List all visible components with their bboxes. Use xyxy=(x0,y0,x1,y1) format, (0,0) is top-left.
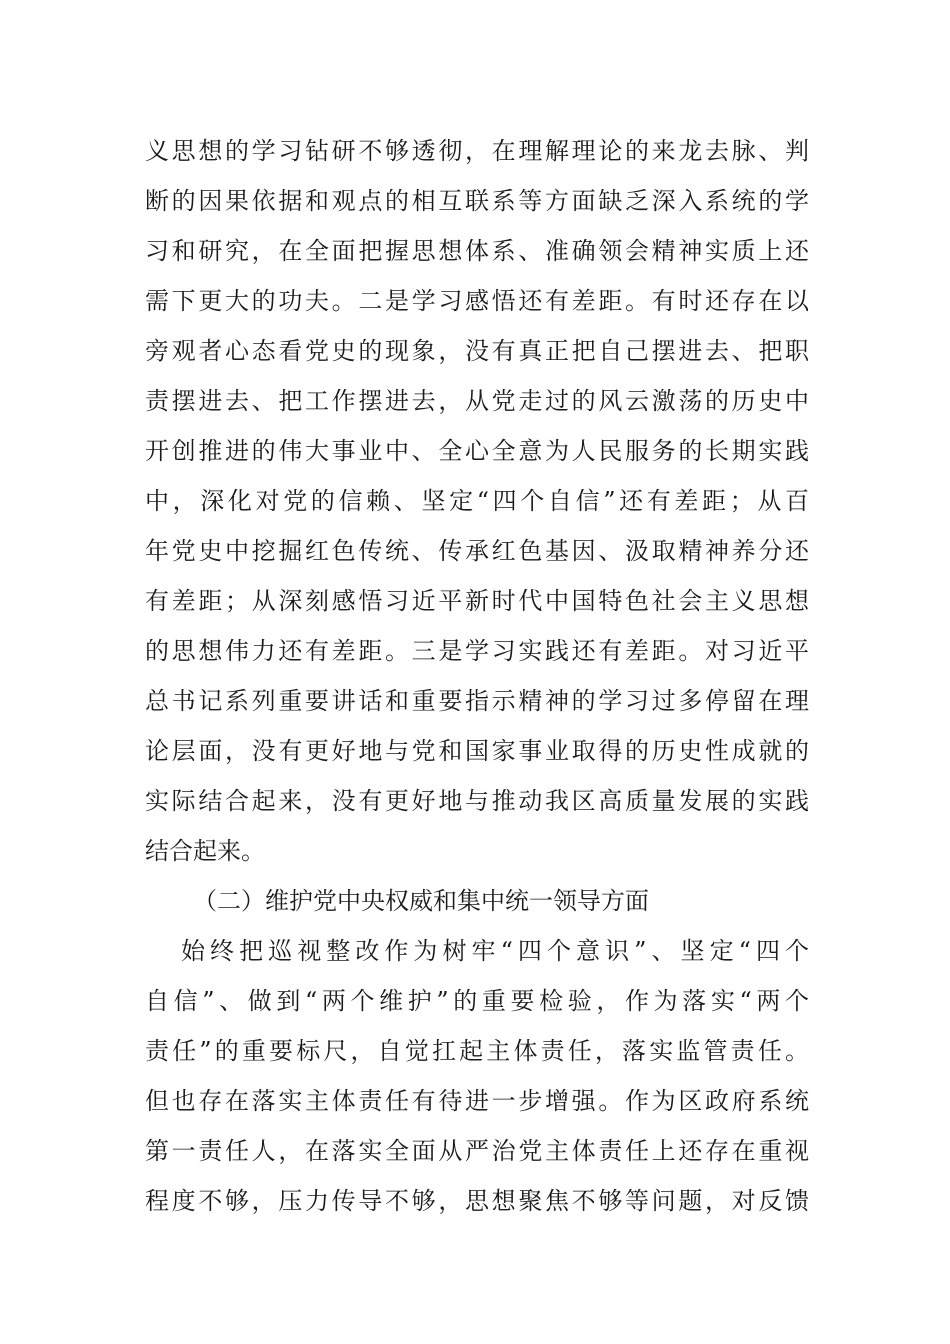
text-line: 责任”的重要标尺，自觉扛起主体责任，落实监管责任。 xyxy=(145,1037,809,1065)
text-line: 习和研究，在全面把握思想体系、准确领会精神实质上还 xyxy=(145,237,809,265)
text-line: 年党史中挖掘红色传统、传承红色基因、汲取精神养分还 xyxy=(145,537,809,565)
text-line: 责摆进去、把工作摆进去，从党走过的风云激荡的历史中 xyxy=(145,387,809,415)
text-line: 自信”、做到“两个维护”的重要检验，作为落实“两个 xyxy=(145,987,809,1015)
text-line: 有差距；从深刻感悟习近平新时代中国特色社会主义思想 xyxy=(145,587,809,615)
text-line: 开创推进的伟大事业中、全心全意为人民服务的长期实践 xyxy=(145,437,809,465)
text-line: 第一责任人，在落实全面从严治党主体责任上还存在重视 xyxy=(145,1137,809,1165)
text-line: 程度不够，压力传导不够，思想聚焦不够等问题，对反馈 xyxy=(145,1187,809,1215)
text-line: 需下更大的功夫。二是学习感悟还有差距。有时还存在以 xyxy=(145,287,809,315)
text-line: 中，深化对党的信赖、坚定“四个自信”还有差距；从百 xyxy=(145,487,809,515)
text-line: 旁观者心态看党史的现象，没有真正把自己摆进去、把职 xyxy=(145,337,809,365)
paragraph-1 xyxy=(145,126,809,876)
text-line: 总书记系列重要讲话和重要指示精神的学习过多停留在理 xyxy=(145,687,809,715)
text-line: 但也存在落实主体责任有待进一步增强。作为区政府系统 xyxy=(145,1087,809,1115)
text-line: 断的因果依据和观点的相互联系等方面缺乏深入系统的学 xyxy=(145,187,809,215)
text-line: 结合起来。 xyxy=(145,837,265,865)
paragraph-2 xyxy=(145,926,809,1226)
text-line: 的思想伟力还有差距。三是学习实践还有差距。对习近平 xyxy=(145,637,809,665)
document-body xyxy=(145,126,809,1226)
text-line: 实际结合起来，没有更好地与推动我区高质量发展的实践 xyxy=(145,787,809,815)
text-line: 论层面，没有更好地与党和国家事业取得的历史性成就的 xyxy=(145,737,809,765)
section-heading: （二）维护党中央权威和集中统一领导方面 xyxy=(193,887,649,915)
text-line: 始终把巡视整改作为树牢“四个意识”、坚定“四个 xyxy=(181,937,809,965)
text-line: 义思想的学习钻研不够透彻，在理解理论的来龙去脉、判 xyxy=(145,137,809,165)
